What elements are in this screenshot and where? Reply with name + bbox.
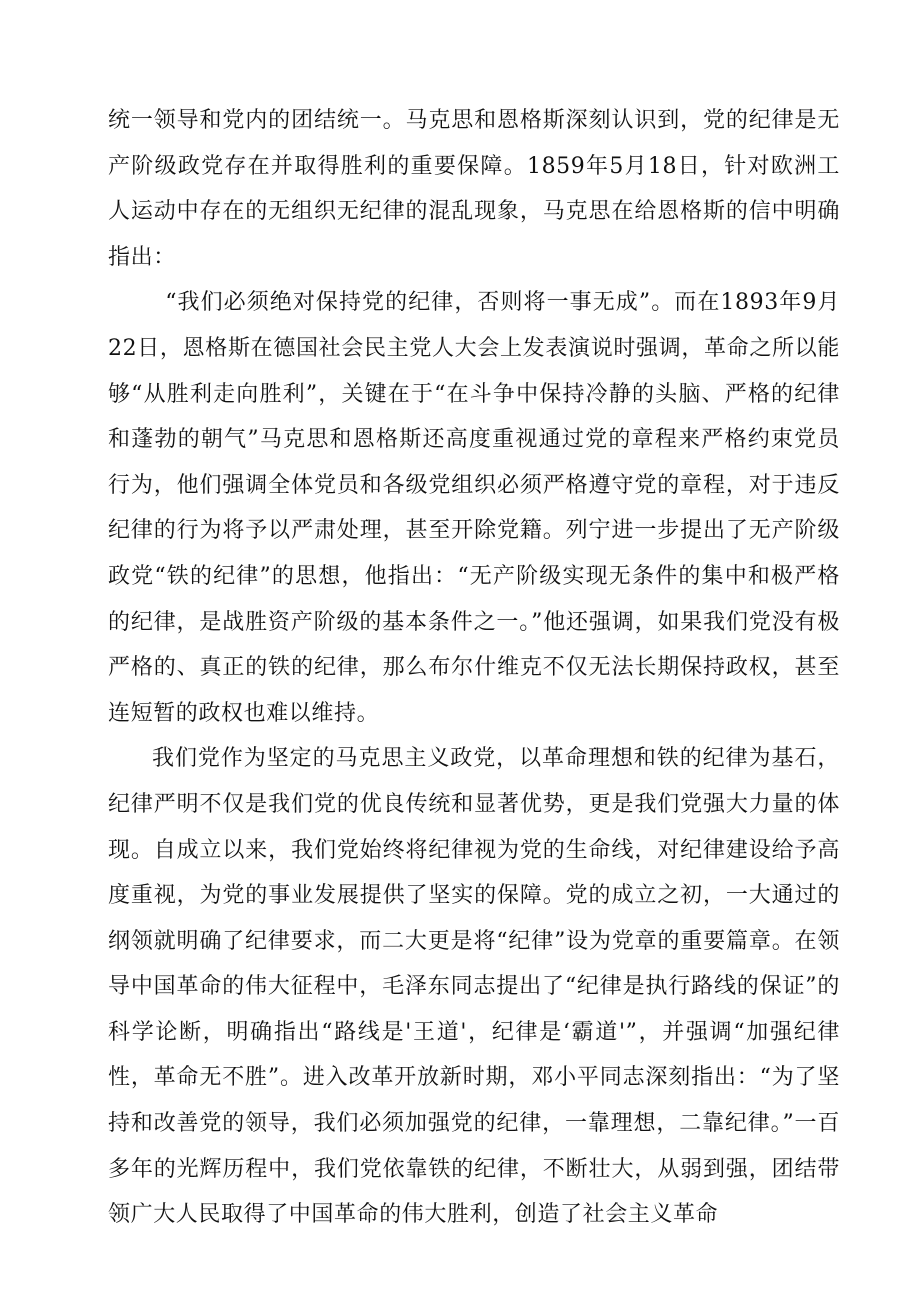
paragraph-1: 统一领导和党内的团结统一。马克思和恩格斯深刻认识到，党的纪律是无产阶级政党存在并取得胜利的重要保障。1859年5月18日，针对欧洲工人运动中存在的无组织无纪律的混乱现象，马克思在给恩格斯的信中明确指出： xyxy=(108,108,840,270)
paragraph-2: “我们必须绝对保持党的纪律，否则将一事无成”。而在1893年9月22日，恩格斯在德国社会民主党人大会上发表演说时强调，革命之所以能够“从胜利走向胜利”，关键在于“在斗争中保持冷静的头脑、严格的纪律和蓬勃的朝气”马克思和恩格斯还高度重视通过党的章程来严格约束党员行为，他们强调全体党员和各级党组织必须严格遵守党的章程，对于违反纪律的行为将予以严肃处理，甚至开除党籍。列宁进一步提出了无产阶级政党“铁的纪律”的思想，他指出：“无产阶级实现无条件的集中和极严格的纪律，是战胜资产阶级的基本条件之一。”他还强调，如果我们党没有极严格的、真正的铁的纪律，那么布尔什维克不仅无法长期保持政权，甚至连短暂的政权也难以维持。 xyxy=(108,290,840,726)
paragraph-3: 我们党作为坚定的马克思主义政党，以革命理想和铁的纪律为基石，纪律严明不仅是我们党的优良传统和显著优势，更是我们党强大力量的体现。自成立以来，我们党始终将纪律视为党的生命线，对纪律建设给予高度重视，为党的事业发展提供了坚实的保障。党的成立之初，一大通过的纲领就明确了纪律要求，而二大更是将“纪律”设为党章的重要篇章。在领导中国革命的伟大征程中，毛泽东同志提出了“纪律是执行路线的保证”的科学论断，明确指出“路线是'王道'，纪律是‘霸道'”，并强调“加强纪律性，革命无不胜”。进入改革开放新时期，邓小平同志深刻指出：“为了坚持和改善党的领导，我们必须加强党的纪律，一靠理想，二靠纪律。”一百多年的光辉历程中，我们党依靠铁的纪律，不断壮大，从弱到强，团结带领广大人民取得了中国革命的伟大胜利，创造了社会主义革命 xyxy=(108,746,840,1228)
document-body xyxy=(108,98,840,1238)
